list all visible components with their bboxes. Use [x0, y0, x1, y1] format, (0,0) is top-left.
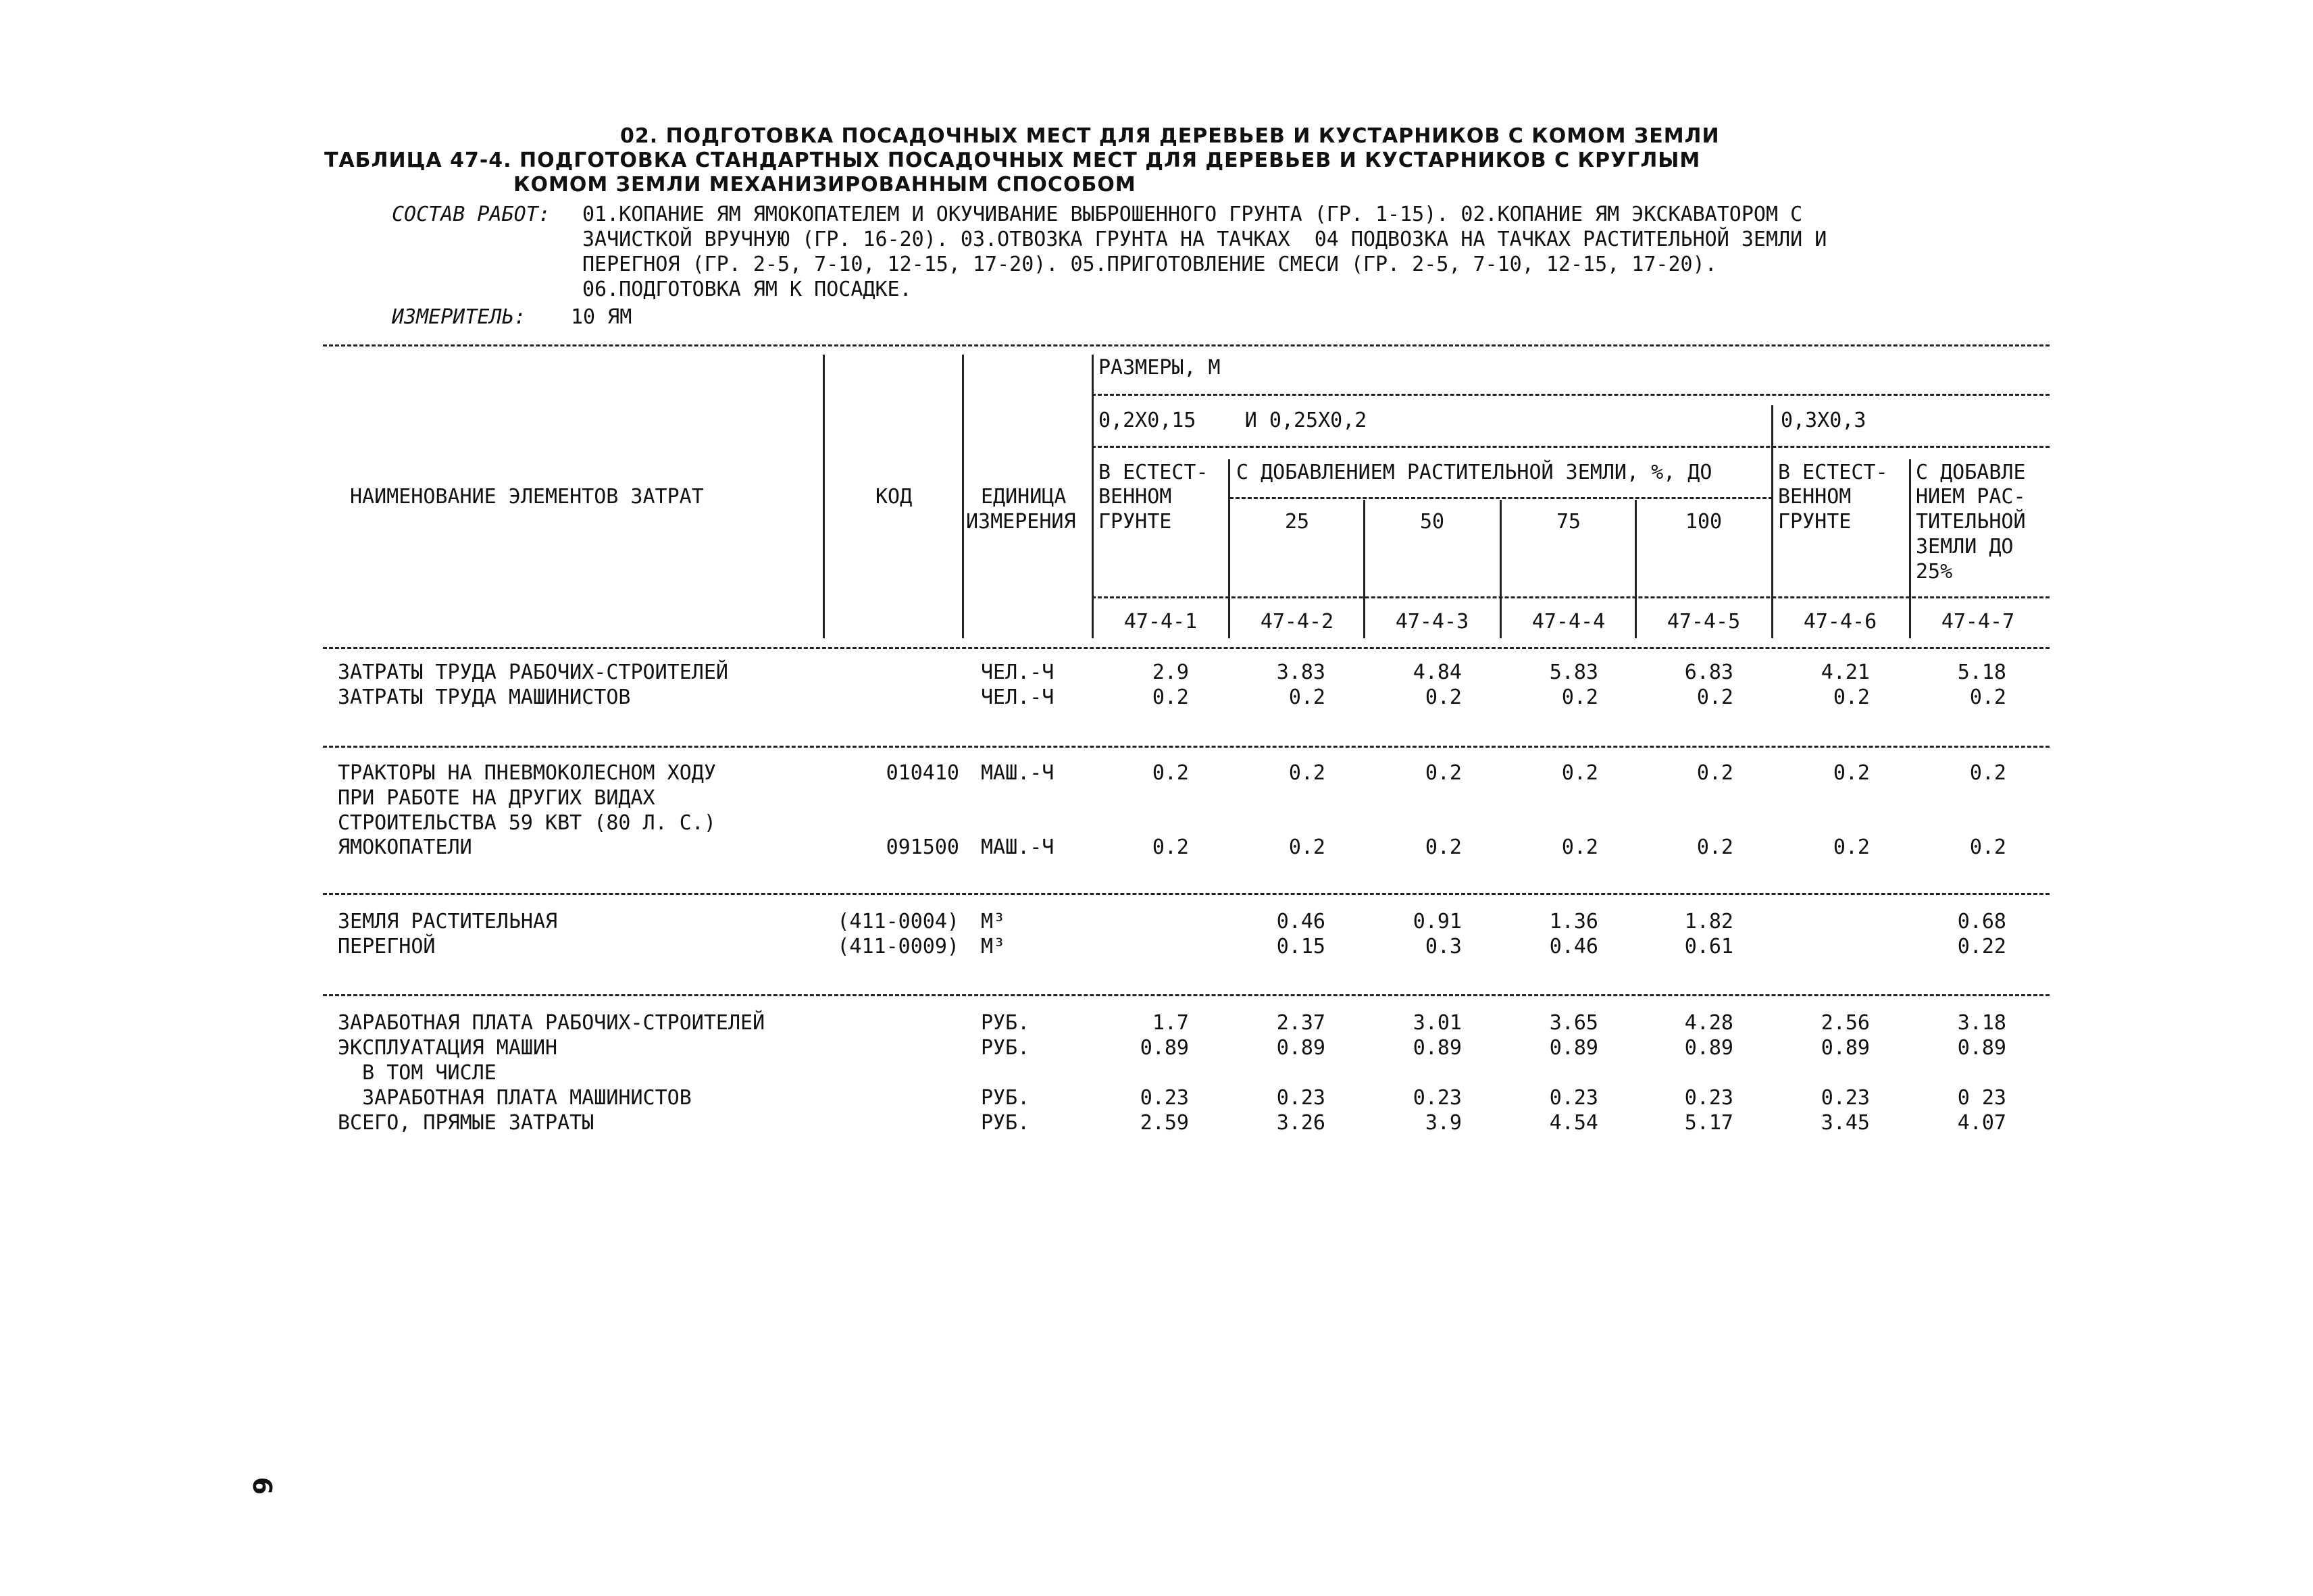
row-value: 0.2: [1425, 686, 1462, 709]
row-value: 5.83: [1549, 661, 1598, 684]
col-sep: [1363, 500, 1365, 638]
pct-100: 100: [1685, 510, 1723, 534]
row-value: 0.2: [1969, 686, 2006, 709]
column-code: 47-4-7: [1941, 610, 2015, 634]
row-code: (411-0004): [837, 910, 959, 933]
row-value: 0.2: [1288, 761, 1325, 785]
column-code: 47-4-4: [1531, 610, 1606, 634]
col-sep: [1771, 405, 1773, 638]
row-unit: ЧЕЛ.-Ч: [981, 661, 1054, 684]
row-value: 3.65: [1549, 1011, 1598, 1035]
row-value: 3.9: [1425, 1111, 1462, 1135]
col-sep: [1092, 355, 1094, 638]
row-value: 0.2: [1288, 835, 1325, 859]
work-line: 06.ПОДГОТОВКА ЯМ К ПОСАДКЕ.: [582, 278, 912, 301]
row-value: 0.2: [1833, 835, 1870, 859]
row-value: 0.2: [1969, 761, 2006, 785]
row-value: 4.84: [1413, 661, 1462, 684]
row-name: СТРОИТЕЛЬСТВА 59 КВТ (80 Л. С.): [338, 811, 716, 835]
row-value: 0.2: [1561, 835, 1598, 859]
row-value: 0.23: [1413, 1086, 1462, 1110]
row-value: 0.2: [1561, 761, 1598, 785]
row-value: 5.18: [1957, 661, 2006, 684]
size-group-b: 0,3Х0,3: [1781, 409, 1866, 432]
row-value: 0.89: [1821, 1036, 1870, 1060]
work-label: СОСТАВ РАБОТ:: [392, 203, 551, 226]
row-unit: ЧЕЛ.-Ч: [981, 686, 1054, 709]
row-unit: МАШ.-Ч: [981, 835, 1054, 859]
row-value: 0.91: [1413, 910, 1462, 933]
row-code: (411-0009): [837, 935, 959, 958]
row-name: ЗАРАБОТНАЯ ПЛАТА МАШИНИСТОВ: [338, 1086, 692, 1110]
natural-soil-b: ВЕННОМ: [1778, 485, 1852, 509]
row-value: 0.3: [1425, 935, 1462, 958]
row-value: 4.54: [1549, 1111, 1598, 1135]
row-unit: М³: [981, 935, 1006, 958]
row-value: 0.2: [1969, 835, 2006, 859]
row-name: ЗАТРАТЫ ТРУДА МАШИНИСТОВ: [338, 686, 631, 709]
row-value: 0.2: [1425, 835, 1462, 859]
added-soil-b: НИЕМ РАС-: [1916, 485, 2026, 509]
row-value: 0.2: [1152, 686, 1189, 709]
row-value: 0.23: [1684, 1086, 1733, 1110]
row-value: 0.15: [1276, 935, 1325, 958]
natural-soil-b: ГРУНТЕ: [1778, 510, 1852, 534]
row-name: ЗАРАБОТНАЯ ПЛАТА РАБОЧИХ-СТРОИТЕЛЕЙ: [338, 1011, 765, 1035]
row-value: 2.37: [1276, 1011, 1325, 1035]
natural-soil-a: В ЕСТЕСТ-: [1098, 461, 1209, 484]
row-name: ЯМОКОПАТЕЛИ: [338, 835, 472, 859]
row-value: 2.59: [1140, 1111, 1189, 1135]
row-value: 1.82: [1684, 910, 1733, 933]
row-unit: РУБ.: [981, 1011, 1030, 1035]
col-header-unit: ЕДИНИЦА: [981, 485, 1067, 509]
row-value: 1.7: [1152, 1011, 1189, 1035]
col-header-name: НАИМЕНОВАНИЕ ЭЛЕМЕНТОВ ЗАТРАТ: [350, 485, 704, 509]
row-name: В ТОМ ЧИСЛЕ: [338, 1061, 497, 1085]
pct-50: 50: [1419, 510, 1445, 534]
row-value: 4.21: [1821, 661, 1870, 684]
row-value: 0.23: [1549, 1086, 1598, 1110]
row-value: 0.23: [1276, 1086, 1325, 1110]
natural-soil-a: ВЕННОМ: [1098, 485, 1172, 509]
row-name: ЗАТРАТЫ ТРУДА РАБОЧИХ-СТРОИТЕЛЕЙ: [338, 661, 728, 684]
row-value: 3.18: [1957, 1011, 2006, 1035]
row-value: 3.83: [1276, 661, 1325, 684]
row-value: 0.22: [1957, 935, 2006, 958]
added-soil-b: С ДОБАВЛЕ: [1916, 461, 2026, 484]
row-unit: М³: [981, 910, 1006, 933]
row-value: 0.2: [1152, 761, 1189, 785]
column-code: 47-4-2: [1260, 610, 1334, 634]
row-value: 4.07: [1957, 1111, 2006, 1135]
row-value: 0.2: [1561, 686, 1598, 709]
row-unit: МАШ.-Ч: [981, 761, 1054, 785]
row-value: 5.17: [1684, 1111, 1733, 1135]
table-top-rule: [323, 344, 2050, 346]
row-value: 2.56: [1821, 1011, 1870, 1035]
added-soil-b: ЗЕМЛИ ДО: [1916, 535, 2014, 559]
row-value: 0.89: [1140, 1036, 1189, 1060]
row-value: 0.2: [1425, 761, 1462, 785]
row-value: 0.89: [1684, 1036, 1733, 1060]
row-value: 0.2: [1696, 761, 1733, 785]
col-sep: [1500, 500, 1502, 638]
row-value: 0.46: [1549, 935, 1598, 958]
row-value: 0.23: [1821, 1086, 1870, 1110]
row-value: 0.89: [1276, 1036, 1325, 1060]
header-rule: [1092, 394, 2050, 396]
row-value: 3.45: [1821, 1111, 1870, 1135]
row-value: 2.9: [1152, 661, 1189, 684]
column-code: 47-4-3: [1395, 610, 1469, 634]
column-code: 47-4-6: [1803, 610, 1877, 634]
work-line: ЗАЧИСТКОЙ ВРУЧНУЮ (ГР. 16-20). 03.ОТВОЗКА ГРУНТА НА ТАЧКАХ 04 ПОДВОЗКА НА ТАЧКАХ РАСТИТЕЛЬНОЙ ЗЕМЛИ И: [582, 228, 1827, 251]
section-title: 02. ПОДГОТОВКА ПОСАДОЧНЫХ МЕСТ ДЛЯ ДЕРЕВЬЕВ И КУСТАРНИКОВ С КОМОМ ЗЕМЛИ: [620, 124, 1720, 148]
row-value: 0.89: [1413, 1036, 1462, 1060]
row-value: 0.46: [1276, 910, 1325, 933]
col-sep: [962, 355, 964, 638]
measure-label: ИЗМЕРИТЕЛЬ:: [392, 305, 526, 329]
row-name: ЗЕМЛЯ РАСТИТЕЛЬНАЯ: [338, 910, 558, 933]
work-line: ПЕРЕГНОЯ (ГР. 2-5, 7-10, 12-15, 17-20). 05.ПРИГОТОВЛЕНИЕ СМЕСИ (ГР. 2-5, 7-10, 12-15, 17-20).: [582, 253, 1717, 276]
group-rule: [323, 994, 2050, 996]
added-soil-b: ТИТЕЛЬНОЙ: [1916, 510, 2026, 534]
col-sep: [823, 355, 825, 638]
column-code: 47-4-5: [1667, 610, 1741, 634]
row-value: 0.2: [1152, 835, 1189, 859]
row-name: ПРИ РАБОТЕ НА ДРУГИХ ВИДАХ: [338, 786, 655, 810]
row-code: 010410: [886, 761, 959, 785]
row-value: 3.01: [1413, 1011, 1462, 1035]
pct-25: 25: [1284, 510, 1310, 534]
natural-soil-a: ГРУНТЕ: [1098, 510, 1172, 534]
table-title-cont: КОМОМ ЗЕМЛИ МЕХАНИЗИРОВАННЫМ СПОСОБОМ: [513, 173, 1136, 197]
row-value: 0.89: [1549, 1036, 1598, 1060]
row-value: 0.68: [1957, 910, 2006, 933]
added-soil-b: 25%: [1916, 560, 1953, 584]
measure-value: 10 ЯМ: [571, 305, 632, 329]
row-value: 0.2: [1696, 686, 1733, 709]
col-header-unit: ИЗМЕРЕНИЯ: [966, 510, 1076, 534]
size-group-a: 0,2Х0,15 И 0,25Х0,2: [1098, 409, 1367, 432]
row-code: 091500: [886, 835, 959, 859]
pct-75: 75: [1556, 510, 1581, 534]
row-value: 0.2: [1696, 835, 1733, 859]
header-rule: [1229, 497, 1773, 499]
row-value: 0 23: [1957, 1086, 2006, 1110]
row-value: 6.83: [1684, 661, 1733, 684]
row-name: ТРАКТОРЫ НА ПНЕВМОКОЛЕСНОМ ХОДУ: [338, 761, 716, 785]
row-value: 0.2: [1833, 761, 1870, 785]
natural-soil-b: В ЕСТЕСТ-: [1778, 461, 1888, 484]
table-title: ТАБЛИЦА 47-4. ПОДГОТОВКА СТАНДАРТНЫХ ПОСАДОЧНЫХ МЕСТ ДЛЯ ДЕРЕВЬЕВ И КУСТАРНИКОВ С КРУГЛЫМ: [324, 149, 1701, 172]
header-bottom-rule: [323, 647, 2050, 649]
col-header-code: КОД: [875, 485, 913, 509]
row-unit: РУБ.: [981, 1036, 1030, 1060]
row-value: 1.36: [1549, 910, 1598, 933]
row-name: ЭКСПЛУАТАЦИЯ МАШИН: [338, 1036, 558, 1060]
group-rule: [323, 893, 2050, 895]
row-value: 0.2: [1288, 686, 1325, 709]
row-unit: РУБ.: [981, 1086, 1030, 1110]
col-sep: [1635, 500, 1637, 638]
row-name: ПЕРЕГНОЙ: [338, 935, 436, 958]
col-sep: [1228, 459, 1230, 638]
row-value: 0.23: [1140, 1086, 1189, 1110]
header-rule: [1092, 446, 2050, 448]
row-value: 0.2: [1833, 686, 1870, 709]
col-sep: [1909, 459, 1911, 638]
row-value: 0.89: [1957, 1036, 2006, 1060]
row-value: 3.26: [1276, 1111, 1325, 1135]
row-unit: РУБ.: [981, 1111, 1030, 1135]
header-rule: [1092, 596, 2050, 598]
column-code: 47-4-1: [1123, 610, 1198, 634]
row-name: ВСЕГО, ПРЯМЫЕ ЗАТРАТЫ: [338, 1111, 594, 1135]
page-number: 6: [247, 1476, 278, 1495]
sizes-header: РАЗМЕРЫ, М: [1098, 356, 1221, 380]
work-line: 01.КОПАНИЕ ЯМ ЯМОКОПАТЕЛЕМ И ОКУЧИВАНИЕ ВЫБРОШЕННОГО ГРУНТА (ГР. 1-15). 02.КОПАНИЕ ЯМ ЭКСКАВАТОРОМ С: [582, 203, 1803, 226]
row-value: 4.28: [1684, 1011, 1733, 1035]
added-soil-header: С ДОБАВЛЕНИЕМ РАСТИТЕЛЬНОЙ ЗЕМЛИ, %, ДО: [1236, 461, 1712, 484]
row-value: 0.61: [1684, 935, 1733, 958]
group-rule: [323, 746, 2050, 748]
